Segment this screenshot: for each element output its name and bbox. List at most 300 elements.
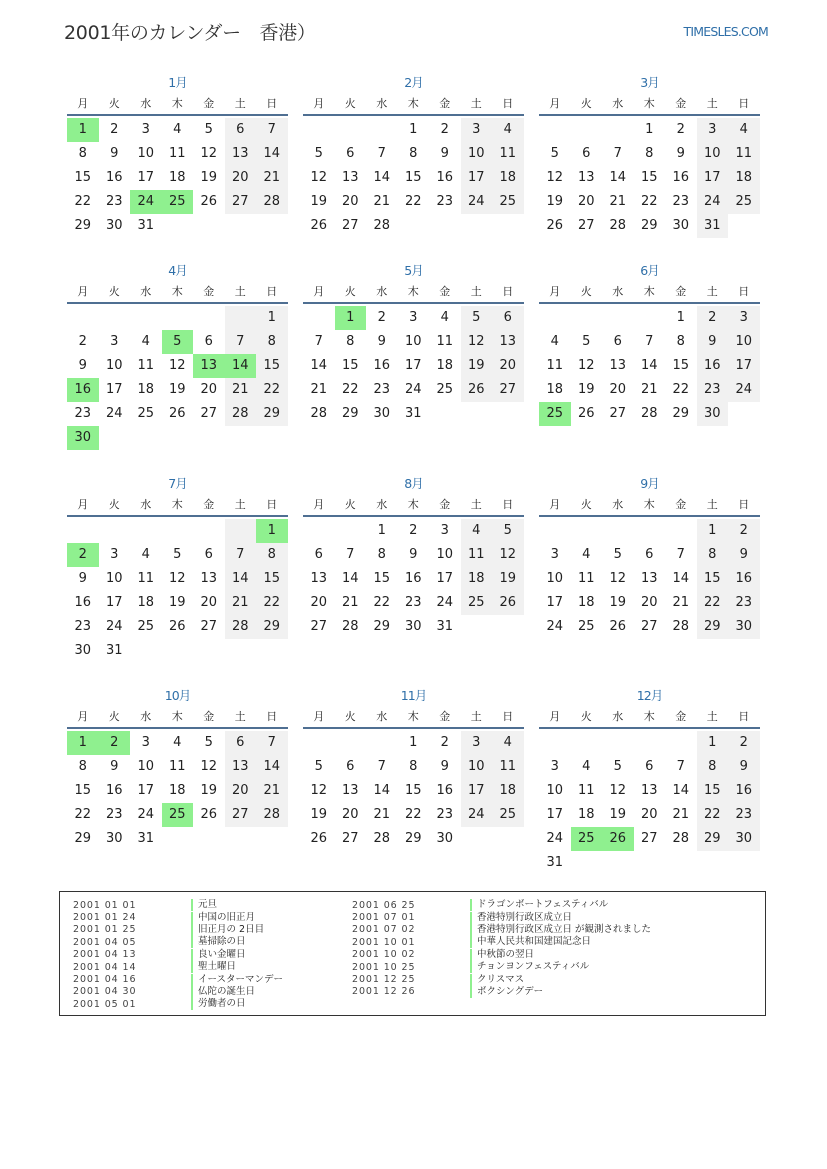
- weekday-label: 金: [439, 498, 451, 511]
- weekday-label: 土: [470, 710, 482, 723]
- day-cell: 23: [74, 619, 92, 634]
- day-cell: 29: [404, 831, 422, 846]
- day-cell: 27: [200, 406, 218, 421]
- weekday-label: 日: [266, 285, 278, 298]
- weekday-label: 火: [344, 285, 356, 298]
- holiday-day-cell: 2: [99, 731, 131, 755]
- empty-cell: [602, 118, 634, 142]
- empty-cell: [225, 214, 257, 238]
- week-row: [67, 567, 288, 591]
- day-cell: 7: [377, 146, 386, 161]
- day-cell: 13: [609, 358, 627, 373]
- holiday-day-cell: 13: [193, 354, 225, 378]
- day-cell: 20: [200, 595, 218, 610]
- day-cell: 17: [546, 595, 564, 610]
- empty-cell: [99, 426, 131, 450]
- day-cell: 21: [225, 591, 257, 615]
- holiday-date: 2001 05 01: [73, 998, 137, 1010]
- day-cell: 24: [404, 382, 422, 397]
- day-cell: 25: [577, 619, 595, 634]
- day-cell: 6: [204, 547, 213, 562]
- day-cell: 20: [225, 166, 257, 190]
- day-cell: 14: [609, 170, 627, 185]
- week-row: [67, 402, 288, 426]
- empty-cell: [162, 519, 194, 543]
- day-cell: 15: [640, 170, 658, 185]
- week-row: [539, 755, 760, 779]
- day-cell: 24: [546, 831, 564, 846]
- day-cell: 5: [204, 735, 213, 750]
- day-cell: 6: [225, 731, 257, 755]
- week-row: [67, 118, 288, 142]
- day-cell: 8: [256, 543, 288, 567]
- day-cell: 16: [728, 567, 760, 591]
- header-rule: [67, 114, 288, 116]
- weekday-label: 金: [675, 97, 687, 110]
- empty-cell: [461, 214, 493, 238]
- day-cell: 13: [341, 783, 359, 798]
- day-cell: 10: [137, 146, 155, 161]
- page-title: 2001年のカレンダー 香港）: [64, 22, 316, 44]
- weekday-label: 水: [612, 285, 624, 298]
- empty-cell: [461, 402, 493, 426]
- day-cell: 3: [550, 759, 559, 774]
- day-cell: 22: [74, 194, 92, 209]
- header-rule: [539, 515, 760, 517]
- day-cell: 15: [697, 567, 729, 591]
- week-row: [67, 615, 288, 639]
- day-cell: 24: [697, 190, 729, 214]
- holiday-day-cell: 25: [162, 190, 194, 214]
- holiday-date: 2001 07 01: [352, 912, 416, 924]
- day-cell: 9: [110, 759, 119, 774]
- day-cell: 22: [256, 591, 288, 615]
- day-cell: 17: [137, 783, 155, 798]
- day-cell: 16: [404, 571, 422, 586]
- day-cell: 17: [546, 807, 564, 822]
- day-cell: 27: [310, 619, 328, 634]
- day-cell: 16: [672, 170, 690, 185]
- day-cell: 19: [577, 382, 595, 397]
- week-row: [303, 567, 524, 591]
- day-cell: 27: [640, 619, 658, 634]
- week-row: [303, 330, 524, 354]
- month-calendar: [67, 260, 288, 450]
- day-cell: 26: [609, 619, 627, 634]
- empty-cell: [602, 306, 634, 330]
- weekday-label: 日: [266, 498, 278, 511]
- day-cell: 22: [404, 194, 422, 209]
- weekday-label: 土: [234, 710, 246, 723]
- month-calendar: [67, 685, 288, 851]
- day-cell: 23: [74, 406, 92, 421]
- empty-cell: [429, 214, 461, 238]
- holiday-date: 2001 12 26: [352, 986, 416, 998]
- weekday-label: 木: [407, 498, 419, 511]
- day-cell: 5: [582, 334, 591, 349]
- day-cell: 24: [728, 378, 760, 402]
- weekday-label: 木: [643, 97, 655, 110]
- day-cell: 17: [105, 595, 123, 610]
- day-cell: 9: [440, 146, 449, 161]
- weekday-header: [303, 495, 524, 515]
- header-rule: [303, 302, 524, 304]
- weekday-label: 土: [234, 285, 246, 298]
- week-row: [539, 190, 760, 214]
- day-cell: 13: [492, 330, 524, 354]
- day-cell: 26: [492, 591, 524, 615]
- weekday-label: 水: [612, 498, 624, 511]
- day-cell: 25: [492, 803, 524, 827]
- empty-cell: [335, 519, 367, 543]
- weekday-label: 月: [549, 498, 561, 511]
- day-cell: 12: [168, 571, 186, 586]
- day-cell: 2: [409, 523, 418, 538]
- day-cell: 15: [404, 170, 422, 185]
- day-cell: 6: [645, 547, 654, 562]
- day-cell: 12: [609, 783, 627, 798]
- week-row: [67, 803, 288, 827]
- day-cell: 18: [577, 807, 595, 822]
- day-cell: 7: [256, 118, 288, 142]
- day-cell: 10: [105, 358, 123, 373]
- holiday-row: [352, 961, 651, 973]
- day-cell: 12: [168, 358, 186, 373]
- holiday-name: 仏陀の誕生日: [191, 986, 255, 998]
- day-cell: 26: [200, 807, 218, 822]
- holiday-row: [352, 973, 651, 985]
- holiday-row: [73, 899, 283, 911]
- day-cell: 23: [436, 194, 454, 209]
- empty-cell: [193, 214, 225, 238]
- day-cell: 16: [436, 783, 454, 798]
- day-cell: 10: [697, 142, 729, 166]
- weekday-label: 木: [407, 710, 419, 723]
- week-row: [67, 639, 288, 663]
- week-row: [303, 543, 524, 567]
- day-cell: 25: [137, 619, 155, 634]
- month-calendar: [539, 72, 760, 238]
- holiday-day-cell: 26: [602, 827, 634, 851]
- week-row: [67, 142, 288, 166]
- holiday-date: 2001 10 02: [352, 949, 416, 961]
- holiday-day-cell: 1: [335, 306, 367, 330]
- day-cell: 23: [697, 378, 729, 402]
- day-cell: 20: [492, 354, 524, 378]
- day-cell: 30: [697, 402, 729, 426]
- day-cell: 29: [697, 827, 729, 851]
- weekday-label: 水: [140, 498, 152, 511]
- day-cell: 29: [373, 619, 391, 634]
- day-cell: 24: [105, 406, 123, 421]
- day-cell: 22: [697, 803, 729, 827]
- day-cell: 25: [728, 190, 760, 214]
- week-row: [67, 426, 288, 450]
- weekday-label: 木: [171, 498, 183, 511]
- weekday-label: 土: [706, 498, 718, 511]
- day-cell: 13: [577, 170, 595, 185]
- day-cell: 4: [582, 759, 591, 774]
- day-cell: 3: [728, 306, 760, 330]
- month-name: 6月: [640, 263, 659, 278]
- day-cell: 1: [697, 519, 729, 543]
- weekday-label: 月: [313, 97, 325, 110]
- day-cell: 4: [440, 310, 449, 325]
- week-row: [539, 591, 760, 615]
- month-calendar: [539, 260, 760, 426]
- month-name: 9月: [640, 476, 659, 491]
- day-cell: 15: [74, 170, 92, 185]
- weekday-label: 水: [376, 498, 388, 511]
- weekday-label: 土: [470, 285, 482, 298]
- day-cell: 10: [137, 759, 155, 774]
- day-cell: 24: [461, 190, 493, 214]
- day-cell: 11: [728, 142, 760, 166]
- empty-cell: [99, 519, 131, 543]
- day-cell: 3: [461, 118, 493, 142]
- day-cell: 3: [141, 735, 150, 750]
- header-rule: [539, 302, 760, 304]
- holiday-row: [73, 911, 283, 923]
- day-cell: 12: [609, 571, 627, 586]
- weekday-header: [303, 94, 524, 114]
- month-name: 2月: [404, 75, 423, 90]
- holiday-row: [352, 986, 651, 998]
- day-cell: 14: [256, 755, 288, 779]
- day-cell: 22: [697, 591, 729, 615]
- day-cell: 13: [200, 571, 218, 586]
- day-cell: 28: [373, 831, 391, 846]
- weekday-label: 金: [203, 498, 215, 511]
- day-cell: 21: [310, 382, 328, 397]
- header-rule: [67, 727, 288, 729]
- weekday-label: 日: [266, 97, 278, 110]
- holiday-row: [73, 924, 283, 936]
- day-cell: 8: [697, 543, 729, 567]
- empty-cell: [225, 519, 257, 543]
- day-cell: 7: [225, 330, 257, 354]
- empty-cell: [225, 306, 257, 330]
- weekday-label: 火: [344, 498, 356, 511]
- week-row: [67, 166, 288, 190]
- day-cell: 29: [697, 615, 729, 639]
- day-cell: 7: [377, 759, 386, 774]
- weekday-label: 金: [675, 285, 687, 298]
- empty-cell: [492, 827, 524, 851]
- holiday-row: [73, 949, 283, 961]
- day-cell: 29: [640, 218, 658, 233]
- day-cell: 13: [225, 142, 257, 166]
- day-cell: 29: [341, 406, 359, 421]
- day-cell: 19: [310, 194, 328, 209]
- day-cell: 11: [137, 358, 155, 373]
- empty-cell: [130, 426, 162, 450]
- holiday-row: [352, 911, 651, 923]
- day-cell: 27: [225, 803, 257, 827]
- day-cell: 20: [310, 595, 328, 610]
- day-cell: 22: [672, 382, 690, 397]
- weekday-label: 火: [580, 285, 592, 298]
- site-brand-link[interactable]: TIMESLES.COM: [683, 24, 768, 39]
- day-cell: 25: [492, 190, 524, 214]
- week-row: [539, 166, 760, 190]
- holiday-name: 墓掃除の日: [191, 936, 246, 948]
- weekday-label: 火: [108, 710, 120, 723]
- empty-cell: [162, 214, 194, 238]
- day-cell: 19: [492, 567, 524, 591]
- day-cell: 12: [200, 146, 218, 161]
- day-cell: 19: [461, 354, 493, 378]
- week-row: [539, 615, 760, 639]
- empty-cell: [130, 519, 162, 543]
- week-row: [539, 851, 760, 875]
- holiday-date: 2001 01 24: [73, 912, 137, 924]
- day-cell: 14: [672, 783, 690, 798]
- day-cell: 19: [609, 807, 627, 822]
- day-cell: 28: [672, 831, 690, 846]
- empty-cell: [398, 214, 430, 238]
- holiday-date: 2001 01 25: [73, 924, 137, 936]
- empty-cell: [162, 827, 194, 851]
- empty-cell: [571, 306, 603, 330]
- day-cell: 2: [440, 122, 449, 137]
- weekday-header: [67, 94, 288, 114]
- day-cell: 12: [546, 170, 564, 185]
- empty-cell: [665, 731, 697, 755]
- day-cell: 30: [74, 643, 92, 658]
- month-calendar: [539, 473, 760, 639]
- holiday-date: 2001 04 30: [73, 986, 137, 998]
- day-cell: 2: [78, 334, 87, 349]
- day-cell: 12: [310, 170, 328, 185]
- day-cell: 1: [409, 122, 418, 137]
- day-cell: 2: [728, 519, 760, 543]
- week-row: [539, 354, 760, 378]
- day-cell: 5: [492, 519, 524, 543]
- weekday-label: 月: [549, 97, 561, 110]
- day-cell: 6: [613, 334, 622, 349]
- day-cell: 17: [404, 358, 422, 373]
- day-cell: 9: [440, 759, 449, 774]
- month-name: 11月: [400, 688, 427, 703]
- day-cell: 12: [310, 783, 328, 798]
- holiday-name: 中華人民共和国建国記念日: [470, 936, 591, 948]
- day-cell: 31: [137, 218, 155, 233]
- weekday-label: 日: [738, 97, 750, 110]
- weekday-label: 土: [706, 710, 718, 723]
- weekday-label: 木: [643, 710, 655, 723]
- day-cell: 10: [404, 334, 422, 349]
- week-row: [303, 731, 524, 755]
- day-cell: 1: [676, 310, 685, 325]
- day-cell: 14: [672, 571, 690, 586]
- day-cell: 2: [676, 122, 685, 137]
- holiday-row: [73, 961, 283, 973]
- day-cell: 30: [436, 831, 454, 846]
- weekday-label: 月: [77, 710, 89, 723]
- day-cell: 29: [256, 402, 288, 426]
- day-cell: 21: [256, 166, 288, 190]
- day-cell: 26: [168, 619, 186, 634]
- day-cell: 24: [546, 619, 564, 634]
- empty-cell: [571, 118, 603, 142]
- empty-cell: [571, 519, 603, 543]
- weekday-label: 月: [549, 285, 561, 298]
- day-cell: 11: [492, 142, 524, 166]
- day-cell: 25: [436, 382, 454, 397]
- day-cell: 7: [314, 334, 323, 349]
- day-cell: 14: [373, 170, 391, 185]
- day-cell: 26: [310, 831, 328, 846]
- header-rule: [539, 727, 760, 729]
- day-cell: 5: [173, 547, 182, 562]
- day-cell: 11: [168, 759, 186, 774]
- day-cell: 9: [676, 146, 685, 161]
- day-cell: 3: [409, 310, 418, 325]
- empty-cell: [539, 519, 571, 543]
- week-row: [67, 827, 288, 851]
- month-calendar: [303, 260, 524, 426]
- holiday-row: [73, 998, 283, 1010]
- header-rule: [303, 727, 524, 729]
- weekday-label: 水: [376, 710, 388, 723]
- day-cell: 26: [461, 378, 493, 402]
- weekday-label: 火: [344, 710, 356, 723]
- week-row: [303, 615, 524, 639]
- day-cell: 10: [461, 142, 493, 166]
- day-cell: 11: [137, 571, 155, 586]
- day-cell: 10: [105, 571, 123, 586]
- weekday-label: 水: [376, 97, 388, 110]
- day-cell: 14: [310, 358, 328, 373]
- holiday-name: 旧正月の 2日目: [191, 924, 264, 936]
- holiday-date: 2001 04 13: [73, 949, 137, 961]
- holiday-day-cell: 25: [539, 402, 571, 426]
- day-cell: 23: [105, 807, 123, 822]
- month-name: 8月: [404, 476, 423, 491]
- holiday-row: [352, 924, 651, 936]
- day-cell: 31: [137, 831, 155, 846]
- empty-cell: [162, 639, 194, 663]
- day-cell: 8: [346, 334, 355, 349]
- empty-cell: [193, 426, 225, 450]
- week-row: [67, 731, 288, 755]
- day-cell: 2: [697, 306, 729, 330]
- day-cell: 7: [613, 146, 622, 161]
- day-cell: 20: [341, 807, 359, 822]
- week-row: [539, 803, 760, 827]
- month-calendar: [303, 72, 524, 238]
- day-cell: 19: [200, 783, 218, 798]
- empty-cell: [99, 306, 131, 330]
- weekday-label: 木: [407, 97, 419, 110]
- day-cell: 20: [341, 194, 359, 209]
- empty-cell: [728, 214, 760, 238]
- day-cell: 26: [310, 218, 328, 233]
- day-cell: 16: [436, 170, 454, 185]
- week-row: [303, 166, 524, 190]
- day-cell: 8: [409, 146, 418, 161]
- day-cell: 17: [105, 382, 123, 397]
- day-cell: 13: [225, 755, 257, 779]
- weekday-label: 土: [470, 97, 482, 110]
- day-cell: 16: [74, 595, 92, 610]
- day-cell: 8: [645, 146, 654, 161]
- week-row: [303, 354, 524, 378]
- day-cell: 10: [546, 783, 564, 798]
- weekday-label: 金: [439, 285, 451, 298]
- day-cell: 15: [341, 358, 359, 373]
